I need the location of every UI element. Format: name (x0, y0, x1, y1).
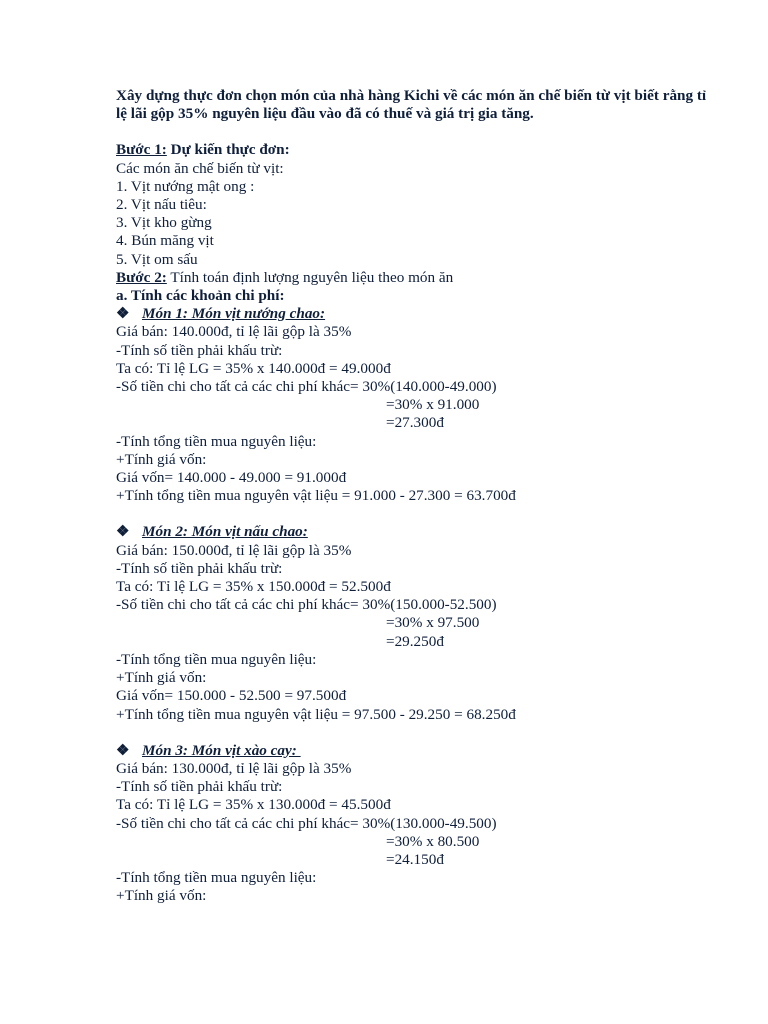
dish-1-deduct: -Tính số tiền phải khấu trừ: (116, 341, 283, 359)
dish-3-other-costs: -Số tiền chi cho tất cả các chi phí khác= 30%(130.000-49.500) (116, 814, 497, 832)
dish-1-title: Món 1: Món vịt nướng chao: (142, 305, 326, 323)
dish-1-cost-label: +Tính giá vốn: (116, 450, 207, 468)
dish-3-cost-label: +Tính giá vốn: (116, 887, 207, 905)
dish-1-cost: Giá vốn= 140.000 - 49.000 = 91.000đ (116, 469, 347, 487)
diamond-bullet-icon: ❖ (116, 305, 130, 323)
section-a-heading: a. Tính các khoản chi phí: (116, 287, 285, 305)
step1-intro: Các món ăn chế biến từ vịt: (116, 159, 284, 177)
spacer (116, 123, 708, 141)
dish-1-calc-1: =30% x 91.000 (386, 396, 480, 414)
dish-1-total: +Tính tổng tiền mua nguyên vật liệu = 91.000 - 27.300 = 63.700đ (116, 487, 516, 505)
dish-2-price: Giá bán: 150.000đ, tỉ lệ lãi gộp là 35% (116, 541, 352, 559)
step1-title: Dự kiến thực đơn: (166, 141, 290, 159)
diamond-bullet-icon: ❖ (116, 741, 130, 759)
dish-1-other-costs: -Số tiền chi cho tất cả các chi phí khác= 30%(140.000-49.000) (116, 378, 497, 396)
dish-2-lg: Ta có: Tỉ lệ LG = 35% x 150.000đ = 52.500đ (116, 578, 391, 596)
spacer (116, 505, 708, 523)
dish-1-price: Giá bán: 140.000đ, tỉ lệ lãi gộp là 35% (116, 323, 352, 341)
dish-1-lg: Ta có: Tỉ lệ LG = 35% x 140.000đ = 49.000đ (116, 359, 391, 377)
dish-1-heading (116, 305, 708, 323)
dish-2-deduct: -Tính số tiền phải khấu trừ: (116, 559, 283, 577)
menu-item: 5. Vịt om sấu (116, 250, 198, 268)
dish-2-calc-1: =30% x 97.500 (386, 614, 480, 632)
dish-3-lg: Ta có: Tỉ lệ LG = 35% x 130.000đ = 45.500đ (116, 796, 391, 814)
step2-text: Tính toán định lượng nguyên liệu theo món ăn (166, 268, 454, 286)
dish-3-calc-2: =24.150đ (386, 850, 444, 868)
menu-item: 1. Vịt nướng mật ong : (116, 177, 255, 195)
dish-2-title: Món 2: Món vịt nấu chao: (142, 523, 308, 541)
dish-3-deduct: -Tính số tiền phải khấu trừ: (116, 778, 283, 796)
dish-3-title: Món 3: Món vịt xào cay: (142, 741, 301, 759)
dish-3-price: Giá bán: 130.000đ, tỉ lệ lãi gộp là 35% (116, 759, 352, 777)
spacer (116, 724, 708, 742)
dish-1-calc-2: =27.300đ (386, 414, 444, 432)
step1-heading (116, 141, 708, 159)
dish-3-total-label: -Tính tổng tiền mua nguyên liệu: (116, 869, 317, 887)
menu-item: 4. Bún măng vịt (116, 232, 214, 250)
dish-2-cost-label: +Tính giá vốn: (116, 669, 207, 687)
dish-3-heading (116, 742, 708, 760)
document-title: Xây dựng thực đơn chọn món của nhà hàng Kichi về các món ăn chế biến từ vịt biết rằng tỉ lệ lãi gộp 35% nguyên liệu đầu vào đã có thuế và giá trị gia tăng. (116, 87, 707, 123)
step2-label: Bước 2: (116, 268, 167, 286)
dish-2-other-costs: -Số tiền chi cho tất cả các chi phí khác= 30%(150.000-52.500) (116, 596, 497, 614)
step1-label: Bước 1: (116, 141, 167, 159)
dish-2-heading (116, 523, 708, 541)
step2-heading (116, 269, 708, 287)
menu-item: 3. Vịt kho gừng (116, 214, 212, 232)
dish-2-cost: Giá vốn= 150.000 - 52.500 = 97.500đ (116, 687, 347, 705)
dish-2-total-label: -Tính tổng tiền mua nguyên liệu: (116, 650, 317, 668)
dish-1-total-label: -Tính tổng tiền mua nguyên liệu: (116, 432, 317, 450)
dish-2-calc-2: =29.250đ (386, 632, 444, 650)
menu-item: 2. Vịt nấu tiêu: (116, 196, 207, 214)
dish-2-total: +Tính tổng tiền mua nguyên vật liệu = 97.500 - 29.250 = 68.250đ (116, 705, 516, 723)
diamond-bullet-icon: ❖ (116, 523, 130, 541)
dish-3-calc-1: =30% x 80.500 (386, 832, 480, 850)
